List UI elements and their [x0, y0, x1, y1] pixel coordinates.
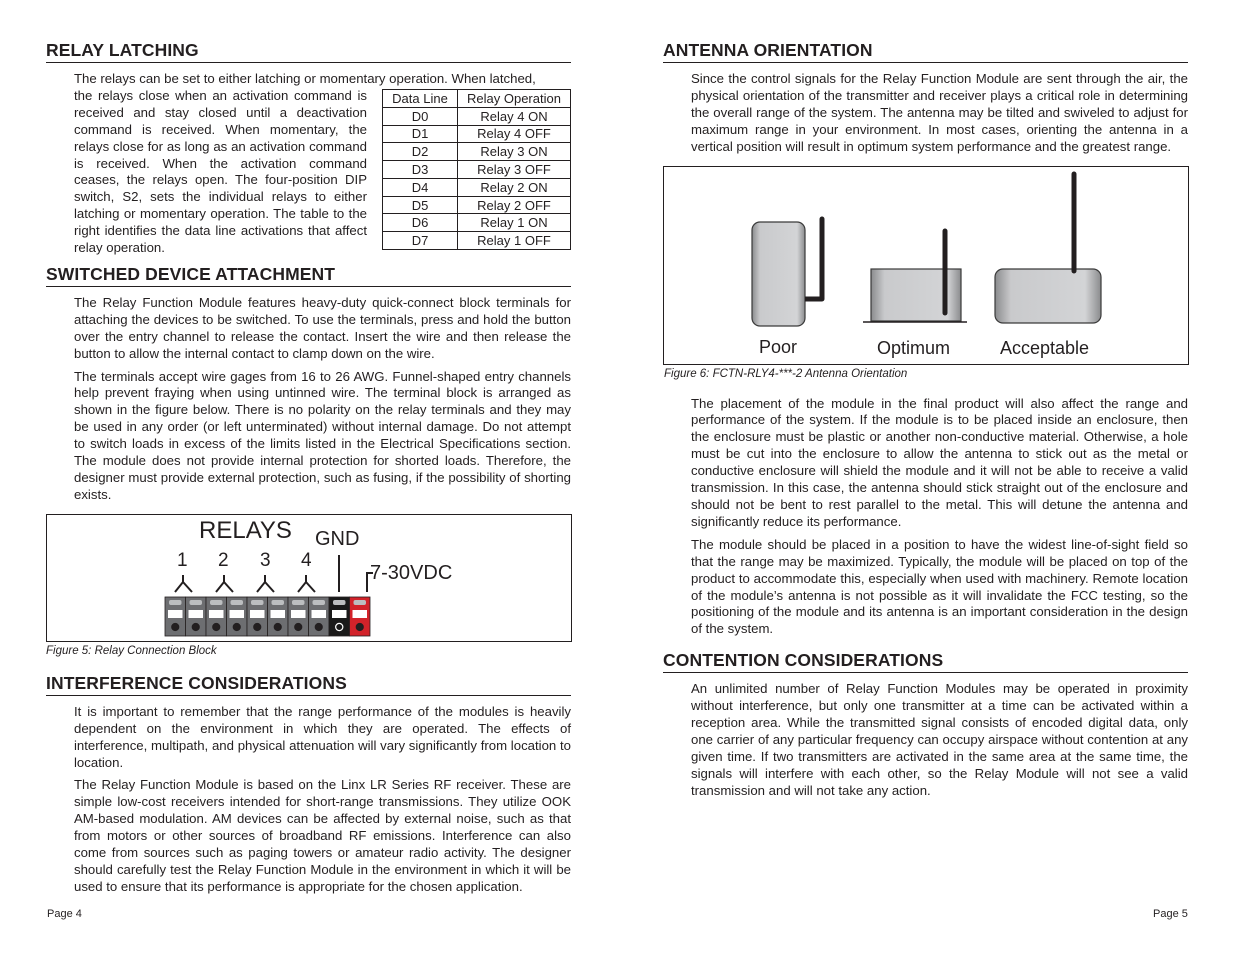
- data-line-cell: D4: [383, 178, 458, 196]
- switched-device-p2: The terminals accept wire gages from 16 to 26 AWG. Funnel-shaped entry channels help prevent fraying when using untinned wire. The terminal block is arranged as shown in the figure below. There is no polarity on the relay terminals and they may be used in any order (or left unterminated) without internal damage. Do not attempt to switch loads in excess of the limits listed in the Electrical Specifications section. The module does not provide internal protection for shorted loads. Therefore, the designer must provide external protection, such as fusing, if the possibility of shorting exists.: [74, 368, 571, 502]
- antenna-orientation-diagram: [664, 167, 1188, 364]
- optimum-module-icon: [863, 231, 967, 322]
- relay-operation-cell: Relay 4 OFF: [458, 125, 571, 143]
- label-acceptable: Acceptable: [1000, 337, 1090, 358]
- relay-3-bracket: [257, 575, 274, 592]
- power-terminal: [350, 597, 371, 636]
- antenna-orientation-heading: ANTENNA ORIENTATION: [663, 40, 1188, 63]
- table-row: [383, 143, 571, 161]
- relay-operation-cell: Relay 1 ON: [458, 214, 571, 232]
- figure-5-caption: Figure 5: Relay Connection Block: [46, 644, 217, 657]
- relay-operation-cell: Relay 3 ON: [458, 143, 571, 161]
- relay-number-2: 2: [218, 549, 229, 571]
- data-line-cell: D3: [383, 161, 458, 179]
- table-row: [383, 178, 571, 196]
- relay-terminal: [206, 597, 227, 636]
- relay-operation-cell: Relay 3 OFF: [458, 161, 571, 179]
- data-line-cell: D2: [383, 143, 458, 161]
- relay-terminal: [268, 597, 289, 636]
- relay-operation-cell: Relay 2 ON: [458, 178, 571, 196]
- table-header-row: [383, 89, 571, 107]
- relay-table-body: [383, 107, 571, 249]
- placement-p2: The module should be placed in a position to have the widest line-of-sight field so that the range may be maximized. Typically, the module will be placed on top of the product to accommodate this, especially when used with machinery. Remote location of the module’s antenna is not possible as it will invalidate the FCC testing, so the positioning of the module and its antenna is an important consideration in the design of the system.: [691, 536, 1188, 637]
- table-row: [383, 125, 571, 143]
- relay-2-bracket: [216, 575, 233, 592]
- table-row: [383, 107, 571, 125]
- relay-4-bracket: [298, 575, 315, 592]
- relay-terminal: [165, 597, 186, 636]
- relay-terminal: [288, 597, 309, 636]
- interference-p2: The Relay Function Module is based on the Linx LR Series RF receiver. These are simple low-cost receivers intended for short-range transmissions. They utilize OOK AM-based modulation. AM devices can be affected by external noise, such as that from motors or other sources of broadband RF emissions. Interference can also come from sources such as paging towers or amateur radio activity. The designer should carefully test the Relay Function Module in the environment in which it will be used to ensure that its performance is appropriate for the chosen application.: [74, 777, 571, 894]
- gnd-terminal: [329, 597, 350, 636]
- relay-latching-text: the relays close when an activation command is received and stay closed until a deactivation command is received. When momentary, the relays close for as long as an activation command is received. When the activation command ceases, the relays open. The four-position DIP switch, S2, sets the individual relays to either latching or momentary operation. The table to the right identifies the data line activations that affect relay operation.: [74, 87, 367, 256]
- figure-6-caption: Figure 6: FCTN-RLY4-***-2 Antenna Orientation: [664, 367, 908, 380]
- relay-terminal: [186, 597, 207, 636]
- gnd-label: GND: [315, 527, 360, 550]
- acceptable-module-icon: [995, 174, 1101, 323]
- switched-device-p1: The Relay Function Module features heavy-duty quick-connect block terminals for attaching the devices to be switched. To use the terminals, press and hold the button over the entry channel to release the contact. Insert the wire and then release the button to allow the internal contact to clamp down on the wire.: [74, 294, 571, 361]
- relay-number-4: 4: [301, 549, 312, 571]
- terminal-block: [165, 597, 370, 636]
- data-line-cell: D7: [383, 232, 458, 250]
- relay-connection-diagram: [47, 515, 571, 641]
- data-line-cell: D5: [383, 196, 458, 214]
- relay-number-3: 3: [260, 549, 271, 571]
- contention-p1: An unlimited number of Relay Function Modules may be operated in proximity without interference, but only one transmitter at a time can be activated within a reception area. While the transmitted signal consists of encoded digital data, only one carrier of any particular frequency can occupy airspace without contention at any given time. If two transmitters are activated in the same area at the same time, the signals will interfere with each other, so the Relay Module will not see a valid transmission and will not take any action.: [691, 681, 1188, 798]
- interference-heading: INTERFERENCE CONSIDERATIONS: [46, 673, 571, 696]
- antenna-orientation-figure: [663, 166, 1189, 365]
- relay-latching-intro: The relays can be set to either latching or momentary operation. When latched,: [74, 71, 536, 86]
- relays-label: RELAYS: [199, 516, 292, 544]
- table-row: [383, 214, 571, 232]
- table-row: [383, 196, 571, 214]
- relay-connection-figure: [46, 514, 572, 642]
- relay-latching-heading: RELAY LATCHING: [46, 40, 571, 63]
- data-line-cell: D0: [383, 107, 458, 125]
- relay-latching-body: [46, 87, 571, 256]
- placement-p1: The placement of the module in the final product will also affect the range and performance of the system. If the module is to be placed inside an enclosure, then the enclosure must be plastic or another non-conductive material. Otherwise, a hole must be cut into the enclosure to allow the antenna to stick out as the metal or conductive enclosure will shield the module and it will not be able to receive a valid transmission. In this case, the antenna should stick straight out of the enclosure and should not be bent to rest parallel to the metal. This will detune the antenna and significantly reduce its performance.: [691, 395, 1188, 529]
- data-line-cell: D6: [383, 214, 458, 232]
- page-number-left: Page 4: [47, 908, 82, 920]
- relay-1-bracket: [175, 575, 192, 592]
- relay-terminal: [309, 597, 330, 636]
- left-page: [46, 40, 571, 896]
- table-row: [383, 161, 571, 179]
- relay-terminal: [227, 597, 248, 636]
- relay-operation-cell: Relay 2 OFF: [458, 196, 571, 214]
- relay-operation-cell: Relay 1 OFF: [458, 232, 571, 250]
- data-line-cell: D1: [383, 125, 458, 143]
- table-header-relay-operation: Relay Operation: [458, 89, 571, 107]
- voltage-label: 7-30VDC: [370, 561, 453, 584]
- contention-heading: CONTENTION CONSIDERATIONS: [663, 650, 1188, 673]
- right-page: [663, 40, 1188, 800]
- relay-number-1: 1: [177, 549, 188, 571]
- antenna-orientation-p1: Since the control signals for the Relay Function Module are sent through the air, the physical orientation of the transmitter and receiver plays a critical role in determining the overall range of the system. The antenna may be tilted and swiveled to adjust for maximum range in your environment. In most cases, orienting the antenna in a vertical position will result in optimum system performance and the greatest range.: [691, 71, 1188, 154]
- relay-pair-brackets: [175, 555, 373, 592]
- interference-p1: It is important to remember that the range performance of the modules is heavily dependent on the environment in which they are operated. The effects of interference, multipath, and physical attenuation will vary significantly from location to location.: [74, 703, 571, 770]
- relay-operation-cell: Relay 4 ON: [458, 107, 571, 125]
- relay-operation-table: [382, 89, 571, 250]
- poor-module-icon: [752, 219, 822, 326]
- table-header-data-line: Data Line: [383, 89, 458, 107]
- page-number-right: Page 5: [1153, 908, 1188, 920]
- switched-device-heading: SWITCHED DEVICE ATTACHMENT: [46, 264, 571, 287]
- relay-terminal: [247, 597, 268, 636]
- label-optimum: Optimum: [877, 337, 951, 358]
- label-poor: Poor: [759, 336, 798, 357]
- table-row: [383, 232, 571, 250]
